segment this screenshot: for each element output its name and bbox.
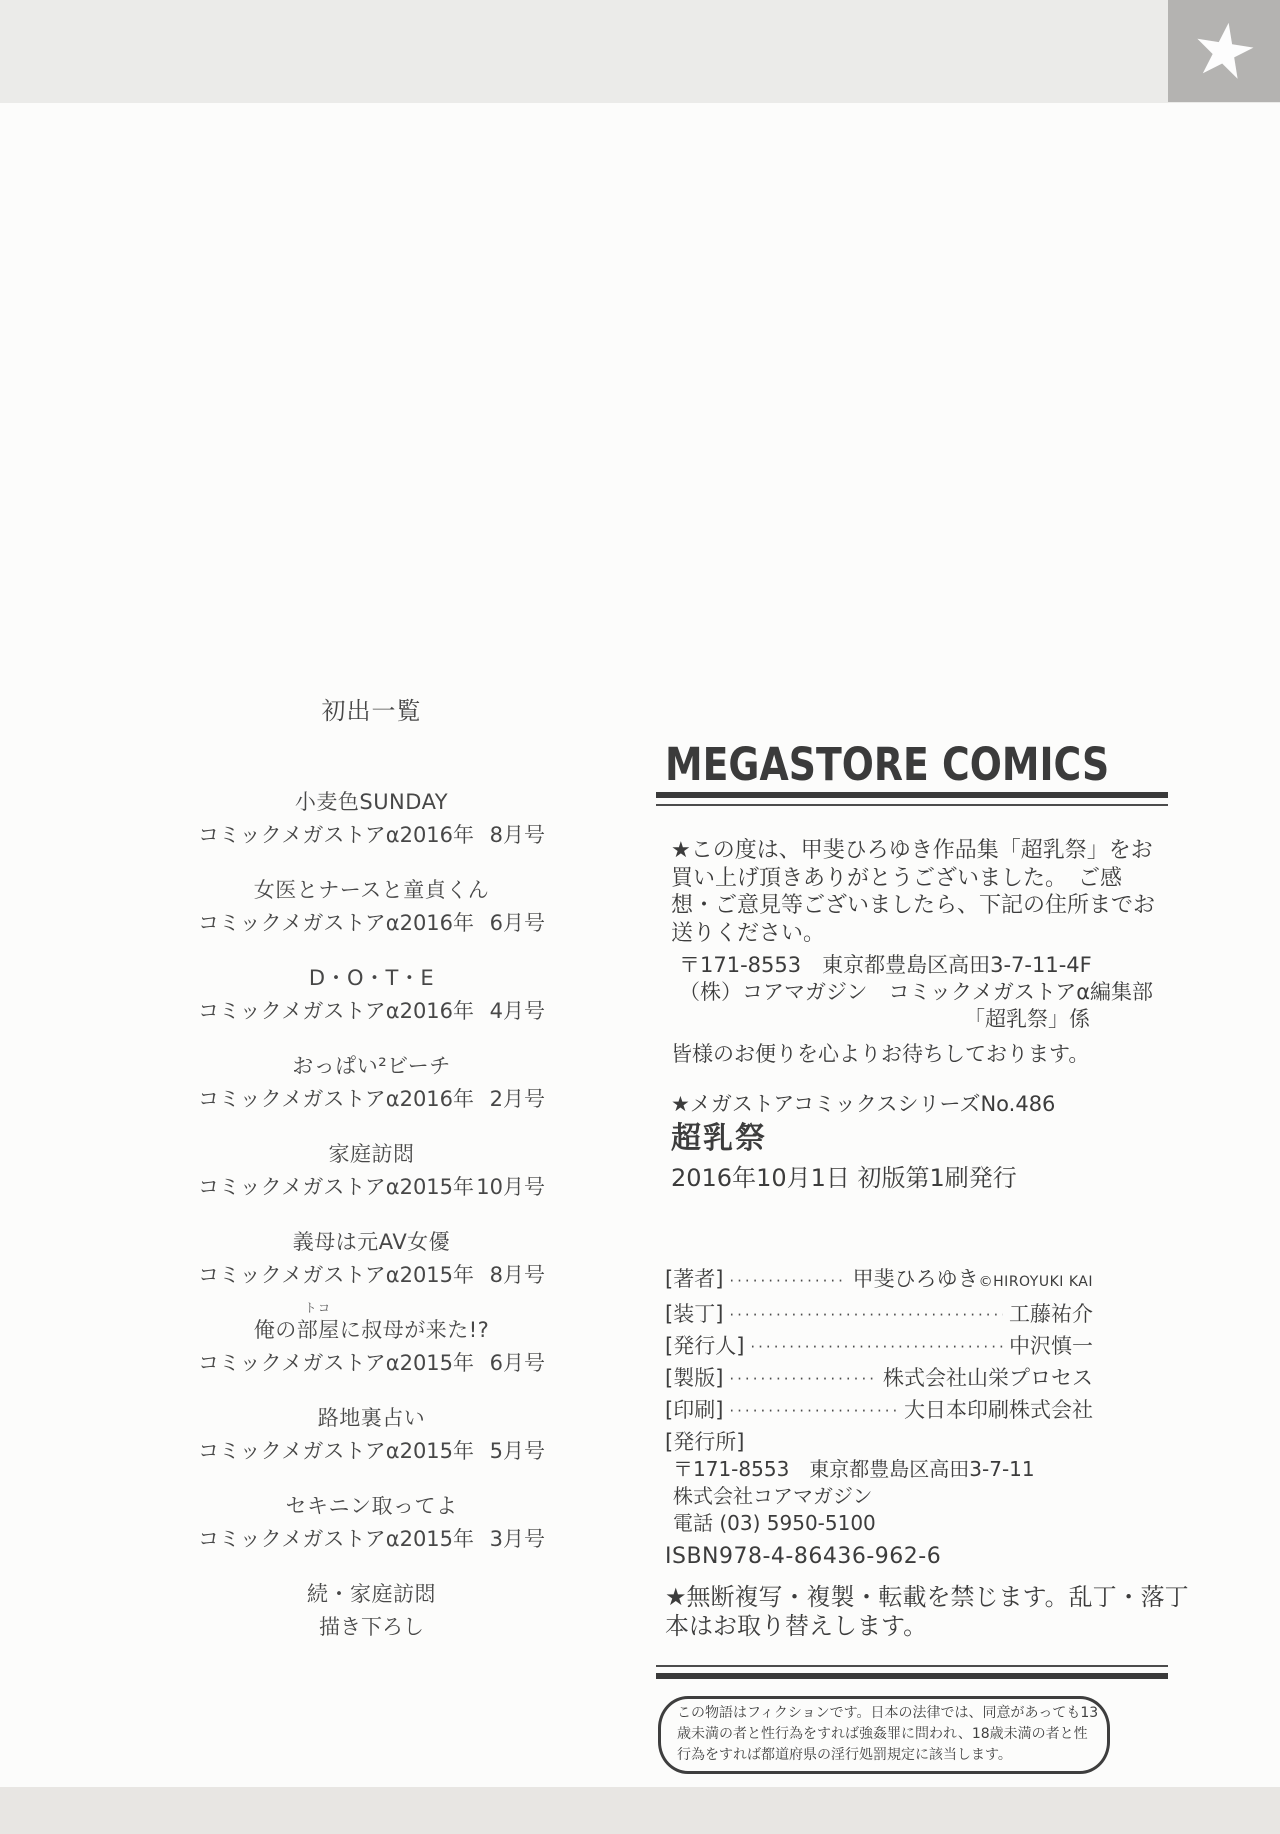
publication-line [198,1260,545,1291]
publisher-line: 株式会社コアマガジン [673,1484,873,1508]
credit-label: [著者] [665,1267,724,1291]
publication-line [198,1348,545,1379]
thanks-line: ★この度は、甲斐ひろゆき作品集「超乳祭」をお [671,838,1153,863]
credit-label: [装丁] [665,1302,724,1326]
work-title: 家庭訪悶 [328,1142,415,1166]
dotted-leader [750,1339,1003,1355]
divider-thick [656,1673,1168,1679]
waiting-note: 皆様のお便りを心よりお待ちしております。 [671,1042,1090,1066]
divider-thin [656,1665,1168,1667]
publisher-line: 電話 (03) 5950-5100 [673,1511,876,1535]
publication-line [198,1524,545,1555]
address-line: 〒171-8553 東京都豊島区高田3-7-11-4F [679,953,1092,977]
publication-line [198,996,545,1027]
issue-label: 10月号 [476,1175,545,1199]
credits-list [665,1266,1093,1424]
work-title: 小麦色SUNDAY [294,790,449,814]
thanks-line: 想・ご意見等ございましたら、下記の住所までお [671,893,1156,918]
publication-item [165,963,545,1027]
thanks-line: 買い上げ頂きありがとうございました。 ご感 [671,865,1123,891]
publication-item [165,1227,545,1291]
publication-items [165,787,545,1643]
publication-line [198,1172,545,1203]
credit-value: 大日本印刷株式会社 [904,1398,1093,1422]
issue-label: 8月号 [489,823,545,847]
credit-row [665,1365,1093,1392]
magazine-name: コミックメガストアα2016年 [198,1087,475,1111]
publication-item [165,1301,545,1379]
title-text: に叔母が来た!? [339,1318,490,1342]
issue-label: 8月号 [489,1263,545,1287]
copyright-line: 本はお取り替えします。 [665,1611,928,1640]
work-title: おっぱい²ビーチ [292,1054,451,1078]
credit-value: 株式会社山栄プロセス [883,1366,1093,1390]
credit-row [665,1266,1093,1296]
copyright-line: ★無断複写・複製・転載を禁じます。乱丁・落丁 [665,1583,1189,1611]
publication-note: 描き下ろし [319,1615,424,1639]
work-title: 路地裏占い [317,1406,426,1430]
work-title: セキニン取ってよ [285,1494,458,1518]
publication-line [198,908,545,939]
editorial-address [665,952,1163,1033]
publisher-label: [発行所] [665,1430,745,1454]
bottom-scan-band [0,1787,1280,1834]
publication-item [165,1403,545,1467]
address-line: （株）コアマガジン コミックメガストアα編集部 [679,980,1154,1004]
credit-label: [製版] [665,1366,724,1390]
divider-thick [656,792,1168,798]
dotted-leader [729,1371,877,1387]
credit-row [665,1397,1093,1424]
publication-item [165,1051,545,1115]
credit-value: 中沢慎一 [1009,1334,1093,1358]
thanks-paragraph [665,837,1163,947]
divider-thin [656,804,1168,806]
publication-item [165,875,545,939]
magazine-name: コミックメガストアα2015年 [198,1439,475,1463]
publisher-address [665,1456,1163,1537]
disclaimer-line: 行為をすれば都道府県の淫行処罰規定に該当します。 [677,1747,1012,1763]
issue-label: 2月号 [489,1087,545,1111]
magazine-name: コミックメガストアα2016年 [198,911,475,935]
issue-label: 4月号 [489,999,545,1023]
copyright-notice [665,1583,1189,1640]
star-icon: ★ [1184,3,1264,99]
ruby-base: 部屋 トコ [296,1301,340,1342]
publication-item [165,1579,545,1643]
credit-value: 甲斐ひろゆき©HIROYUKI KAI [852,1267,1093,1291]
colophon [665,738,1189,1774]
credit-label: [発行人] [665,1334,745,1358]
publication-line [198,1436,545,1467]
disclaimer-line: 歳未満の者と性行為をすれば強姦罪に問われ、18歳未満の者と性 [677,1726,1088,1742]
magazine-name: コミックメガストアα2015年 [198,1351,475,1375]
issue-label: 5月号 [489,1439,545,1463]
work-title: 女医とナースと童貞くん [253,878,490,902]
work-title [198,1301,545,1346]
publication-line [198,1084,545,1115]
magazine-name: コミックメガストアα2015年 [198,1527,475,1551]
magazine-name: コミックメガストアα2015年 [198,1175,475,1199]
thanks-line: 送りください。 [671,920,826,946]
title-text: 俺の [253,1318,297,1342]
series-label: ★メガストアコミックスシリーズNo.486 [671,1092,1056,1116]
legal-disclaimer-box [658,1696,1110,1774]
magazine-name: コミックメガストアα2015年 [198,1263,475,1287]
credit-row [665,1333,1093,1360]
publication-item [165,787,545,851]
publication-item [165,1139,545,1203]
edition-line: 2016年10月1日 初版第1刷発行 [671,1164,1017,1192]
corner-star-badge [1168,0,1280,102]
magazine-name: コミックメガストアα2016年 [198,999,475,1023]
first-publication-list [165,697,545,1667]
work-title: 義母は元AV女優 [292,1230,451,1254]
dotted-leader [729,1273,846,1289]
brand-logo: MEGASTORE COMICS [665,738,1110,791]
magazine-name: コミックメガストアα2016年 [198,823,475,847]
work-title: D・O・T・E [308,966,435,990]
credit-row [665,1301,1093,1328]
ruby-furigana: トコ [304,1301,332,1315]
credit-copyright: ©HIROYUKI KAI [978,1274,1093,1290]
issue-label: 6月号 [489,1351,545,1375]
address-line: 「超乳祭」係 [964,1007,1090,1031]
book-title: 超乳祭 [671,1121,767,1156]
isbn: ISBN978-4-86436-962-6 [665,1544,942,1569]
publisher-line: 〒171-8553 東京都豊島区高田3-7-11 [673,1457,1035,1481]
issue-label: 6月号 [489,911,545,935]
credit-label: [印刷] [665,1398,724,1422]
credit-value: 工藤祐介 [1009,1302,1093,1326]
work-title: 続・家庭訪悶 [307,1582,436,1606]
issue-label: 3月号 [489,1527,545,1551]
dotted-leader [729,1307,1003,1323]
publication-item [165,1491,545,1555]
top-scan-band [0,0,1280,103]
dotted-leader [729,1403,898,1419]
publication-line [198,820,545,851]
first-publication-heading: 初出一覧 [321,697,422,725]
disclaimer-line: この物語はフィクションです。日本の法律では、同意があっても13 [677,1705,1099,1721]
